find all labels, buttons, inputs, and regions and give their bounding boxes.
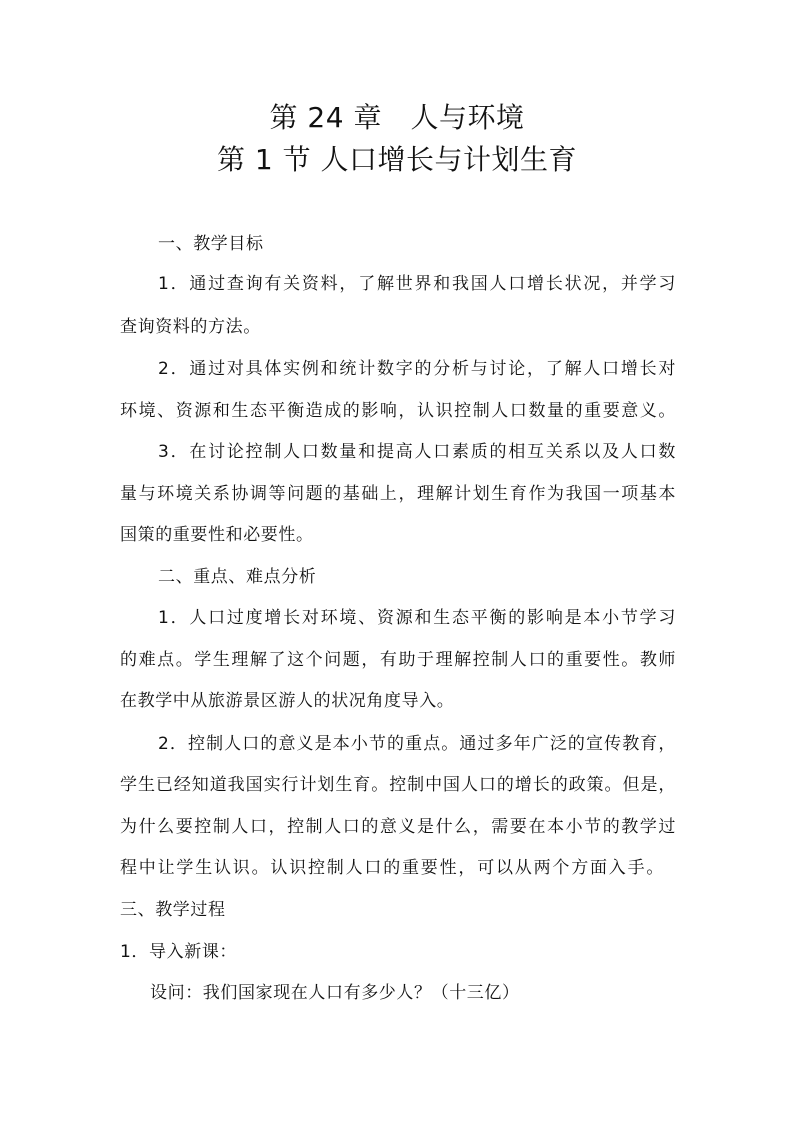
point-2-line-1: 2．控制人口的意义是本小节的重点。通过多年广泛的宣传教育，: [158, 734, 676, 754]
heading-teaching-process: 三、教学过程: [120, 900, 226, 920]
point-2-line-2: 学生已经知道我国实行计划生育。控制中国人口的增长的政策。但是，: [120, 775, 676, 795]
point-2-line-4: 程中让学生认识。认识控制人口的重要性，可以从两个方面入手。: [120, 858, 664, 878]
goal-3-line-2: 量与环境关系协调等问题的基础上，理解计划生育作为我国一项基本: [120, 484, 676, 504]
heading-key-points: 二、重点、难点分析: [158, 567, 317, 587]
heading-teaching-goals: 一、教学目标: [158, 234, 264, 254]
point-1-line-1: 1．人口过度增长对环境、资源和生态平衡的影响是本小节学习: [158, 608, 676, 628]
chapter-title: 第 24 章 人与环境: [269, 101, 525, 134]
point-2-line-3: 为什么要控制人口，控制人口的意义是什么，需要在本小节的教学过: [120, 817, 676, 837]
step-1-intro: 1．导入新课：: [120, 942, 238, 962]
section-title: 第 1 节 人口增长与计划生育: [216, 143, 578, 176]
question-line: 设问：我们国家现在人口有多少人？（十三亿）: [150, 983, 520, 1003]
goal-1-line-2: 查询资料的方法。: [120, 317, 261, 337]
goal-2-line-1: 2．通过对具体实例和统计数字的分析与讨论，了解人口增长对: [158, 359, 676, 379]
point-1-line-3: 在教学中从旅游景区游人的状况角度导入。: [120, 691, 455, 711]
goal-1-line-1: 1．通过查询有关资料，了解世界和我国人口增长状况，并学习: [158, 274, 676, 294]
goal-2-line-2: 环境、资源和生态平衡造成的影响，认识控制人口数量的重要意义。: [120, 401, 676, 421]
point-1-line-2: 的难点。学生理解了这个问题，有助于理解控制人口的重要性。教师: [120, 650, 676, 670]
goal-3-line-1: 3．在讨论控制人口数量和提高人口素质的相互关系以及人口数: [158, 442, 676, 462]
goal-3-line-3: 国策的重要性和必要性。: [120, 525, 314, 545]
